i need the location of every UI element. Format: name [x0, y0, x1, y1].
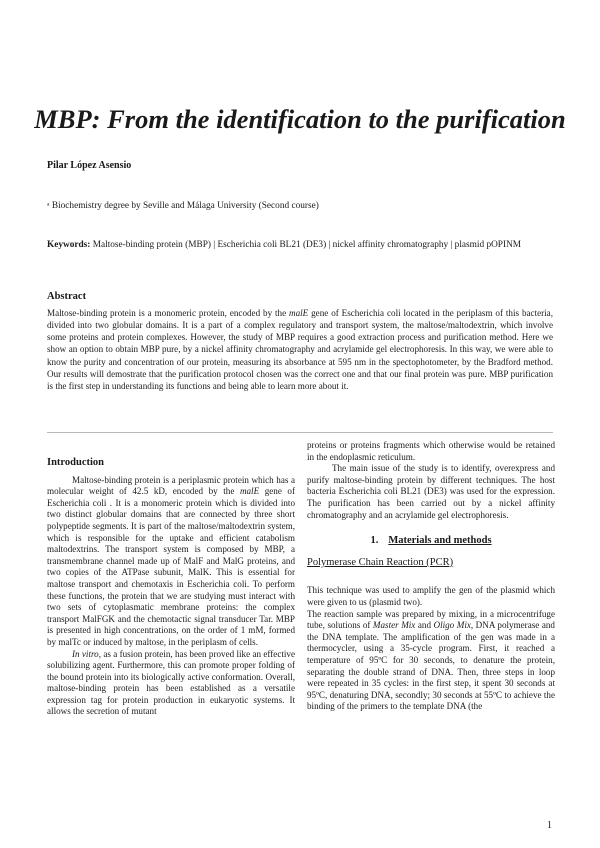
author-name: Pilar López Asensio: [47, 160, 132, 171]
left-column: [47, 440, 295, 718]
abstract-heading: Abstract: [47, 291, 87, 302]
pcr-p2-text-a: The reaction sample was prepared by mixing, in a microcentrifuge tube, solutions of: [307, 608, 555, 631]
pcr-paragraph-1: This technique was used to amplify the gen of the plasmid which were given to us (plasmid two).: [307, 585, 555, 607]
methods-title: Materials and methods: [388, 535, 492, 547]
in-vitro-term: In vitro: [72, 648, 99, 659]
oligo-mix-term: Oligo Mix: [433, 620, 471, 631]
pcr-p2-text-b: , DNA polymerase and the DNA template. The amplification of the gen was made in a thermocycler, using a 35-cycle program. First, it reached a temperature of 95ºC for 30 seconds, to denature the protein, separating the double strand of DNA. Then, three steps in loop were repeated in 35 cycles: in the first step, it spent 30 seconds at 95ºC, denaturing DNA, secondly; 30 seconds at 55ºC to achieve the binding of the primers to the template DNA (the: [307, 620, 555, 712]
intro-gene-name: malE: [239, 486, 260, 497]
intro-paragraph-2-continued: proteins or proteins fragments which otherwise would be retained in the endoplasmic reticulum.: [307, 440, 555, 462]
keywords-text: Maltose-binding protein (MBP) | Escherichia coli BL21 (DE3) | nickel affinity chromatography | plasmid pOPINM: [90, 240, 522, 250]
right-column: [307, 440, 555, 713]
methods-heading: [307, 535, 555, 547]
intro-paragraph-1: [47, 475, 295, 649]
abstract-text-a: Maltose-binding protein is a monomeric protein, encoded by the: [47, 308, 290, 318]
intro-p1-text-b: gene of Escherichia coli . It is a monomeric protein which is divided into two distinct globular domains that are connected by three short polypeptide segments. It is part of the maltose/maltodextrin system, which is responsible for the uptake and efficient catabolism maltodextrins. The transport system is composed by MBP, a transmembrane channel made up of MalF and MalG proteins, and two copies of the ATPase subunit, MalK. This is essential for maltose transport and chemotaxis in Escherichia coli. To perform these functions, the protein that we are studying must interact with two sets of cytoplasmatic membrane proteins: the complex transport MalFGK and the chemotactic signal transducer Tar. MBP is presented in high concentrations, on the order of 1 mM, formed by malTc or induced by maltose, in the periplasm of cells.: [47, 486, 295, 647]
introduction-heading: Introduction: [47, 457, 104, 468]
abstract-gene-name: malE: [289, 308, 309, 318]
intro-p1-text-a: Maltose-binding protein is a periplasmic protein which has a molecular weight of 42.5 kD, encoded by the: [47, 474, 295, 497]
methods-number: 1.: [370, 535, 379, 547]
pcr-subheading: Polymerase Chain Reaction (PCR): [307, 556, 454, 568]
paper-title: MBP: From the identification to the purification: [34, 104, 566, 134]
intro-p2-text: , as a fusion protein, has been proved like an effective solubilizing agent. Furthermore, this can promote proper folding of the bound protein into its biologically active conformation. Overall, maltose-binding protein has been established as a versatile expression tag for protein production in eukaryotic systems. It allows the secretion of mutant: [47, 648, 295, 717]
keywords-label: Keywords:: [47, 240, 91, 250]
page-number: 1: [547, 820, 552, 831]
abstract-body: [47, 307, 553, 392]
keywords: [47, 239, 553, 251]
pcr-p2-and: and: [415, 620, 434, 631]
intro-paragraph-3: The main issue of the study is to identify, overexpress and purify maltose-binding protein by different techniques. The host bacteria Escherichia coli BL21 (DE3) was used for the expression. The purification has been carried out by a nickel affinity chromatography and an acrylamide gel electrophoresis.: [307, 463, 555, 520]
pcr-paragraph-2: [307, 609, 555, 713]
abstract-text-b: gene of Escherichia coli located in the periplasm of this bacteria, divided into two globular domains. It is a part of a complex regulatory and transport system, the maltose/maltodextrin, which involve some proteins and protein complexes. However, the study of MBP requires a good extraction process and purification method. Here we show an option to obtain MBP pure, by a nickel affinity chromatography and acrylamide gel electrophoresis. In this way, we were able to know the purity and concentration of our protein, measuring its absorbance at 595 nm in the spectophotometer, by the Bradford method. Our results will demostrate that the purification protocol chosen was the correct one and that our final protein was pure. MBP purification is the first step in understanding its functions and being able to learn more about it.: [47, 308, 553, 391]
master-mix-term: Master Mix: [372, 620, 416, 631]
author-affiliation: ᵃ Biochemistry degree by Seville and Málaga University (Second course): [47, 201, 319, 211]
section-divider: [47, 432, 553, 433]
intro-paragraph-2: [47, 649, 295, 719]
